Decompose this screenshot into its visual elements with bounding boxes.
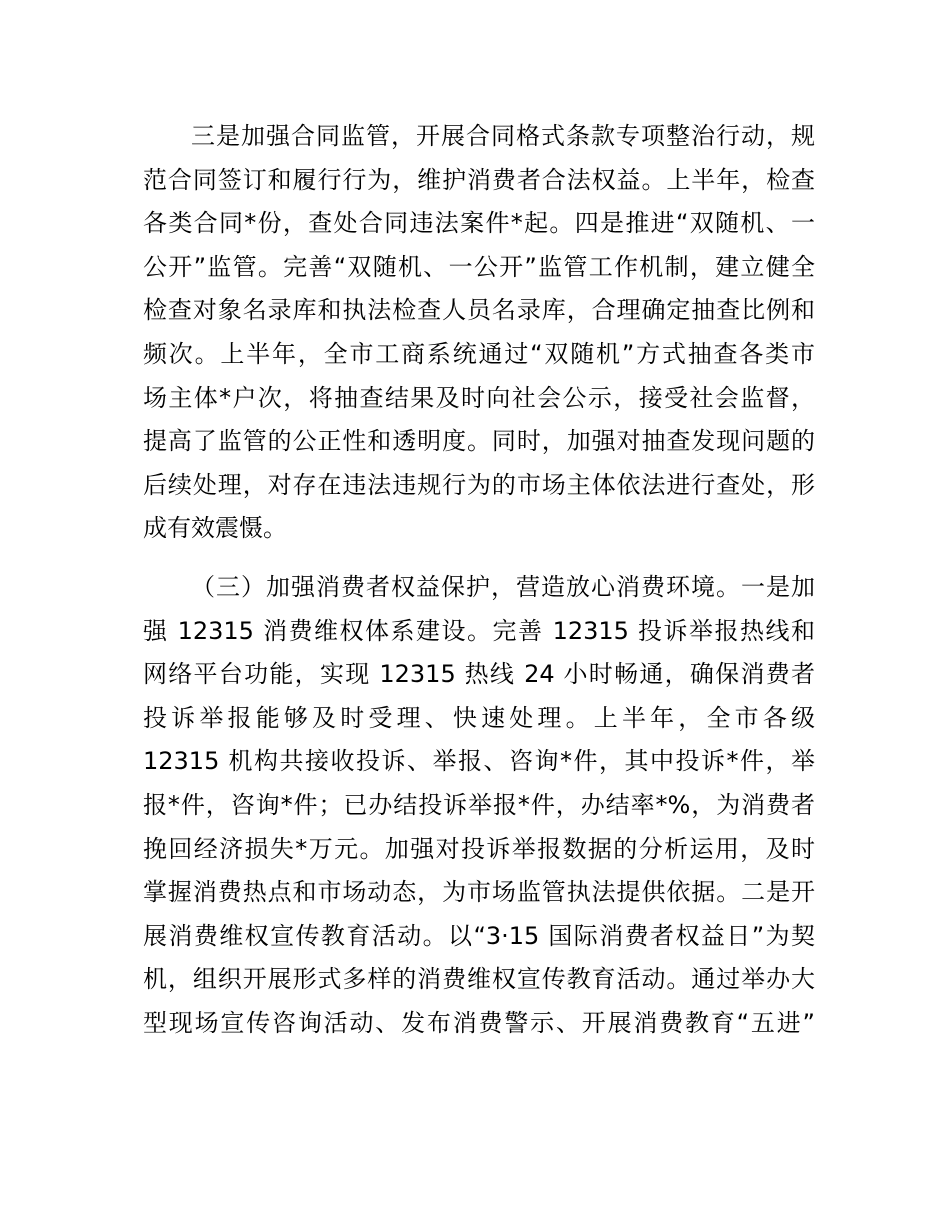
paragraph-consumer-rights bbox=[143, 566, 815, 1046]
text-line: 强 12315 消费维权体系建设。完善 12315 投诉举报热线和 bbox=[143, 616, 815, 645]
text-line: 12315 机构共接收投诉、举报、咨询*件，其中投诉*件，举 bbox=[143, 747, 815, 776]
paragraph-contract-supervision bbox=[143, 115, 815, 551]
text-line: 成有效震慑。 bbox=[143, 514, 287, 543]
text-line: 挽回经济损失*万元。加强对投诉举报数据的分析运用，及时 bbox=[143, 834, 815, 863]
text-line: 投诉举报能够及时受理、快速处理。上半年，全市各级 bbox=[143, 703, 815, 732]
text-line: 范合同签订和履行行为，维护消费者合法权益。上半年，检查 bbox=[143, 165, 815, 194]
text-line: 机，组织开展形式多样的消费维权宣传教育活动。通过举办大 bbox=[143, 965, 815, 994]
text-line: （三）加强消费者权益保护，营造放心消费环境。一是加 bbox=[191, 573, 815, 601]
text-line: 掌握消费热点和市场动态，为市场监管执法提供依据。二是开 bbox=[143, 878, 815, 907]
text-line: 频次。上半年，全市工商系统通过“双随机”方式抽查各类市 bbox=[143, 339, 815, 368]
text-line: 各类合同*份，查处合同违法案件*起。四是推进“双随机、一 bbox=[143, 209, 815, 238]
text-line: 后续处理，对存在违法违规行为的市场主体依法进行查处，形 bbox=[143, 470, 815, 499]
text-line: 报*件，咨询*件；已办结投诉举报*件，办结率*%，为消费者 bbox=[143, 790, 815, 819]
text-line: 展消费维权宣传教育活动。以“3·15 国际消费者权益日”为契 bbox=[143, 921, 815, 950]
text-line: 场主体*户次，将抽查结果及时向社会公示，接受社会监督， bbox=[143, 383, 815, 412]
text-line: 网络平台功能，实现 12315 热线 24 小时畅通，确保消费者 bbox=[143, 660, 815, 689]
text-line: 提高了监管的公正性和透明度。同时，加强对抽查发现问题的 bbox=[143, 427, 815, 456]
text-line: 检查对象名录库和执法检查人员名录库，合理确定抽查比例和 bbox=[143, 296, 815, 325]
text-line: 三是加强合同监管，开展合同格式条款专项整治行动，规 bbox=[191, 122, 815, 150]
text-line: 型现场宣传咨询活动、发布消费警示、开展消费教育“五进” bbox=[143, 1008, 815, 1037]
text-line: 公开”监管。完善“双随机、一公开”监管工作机制，建立健全 bbox=[143, 252, 815, 281]
